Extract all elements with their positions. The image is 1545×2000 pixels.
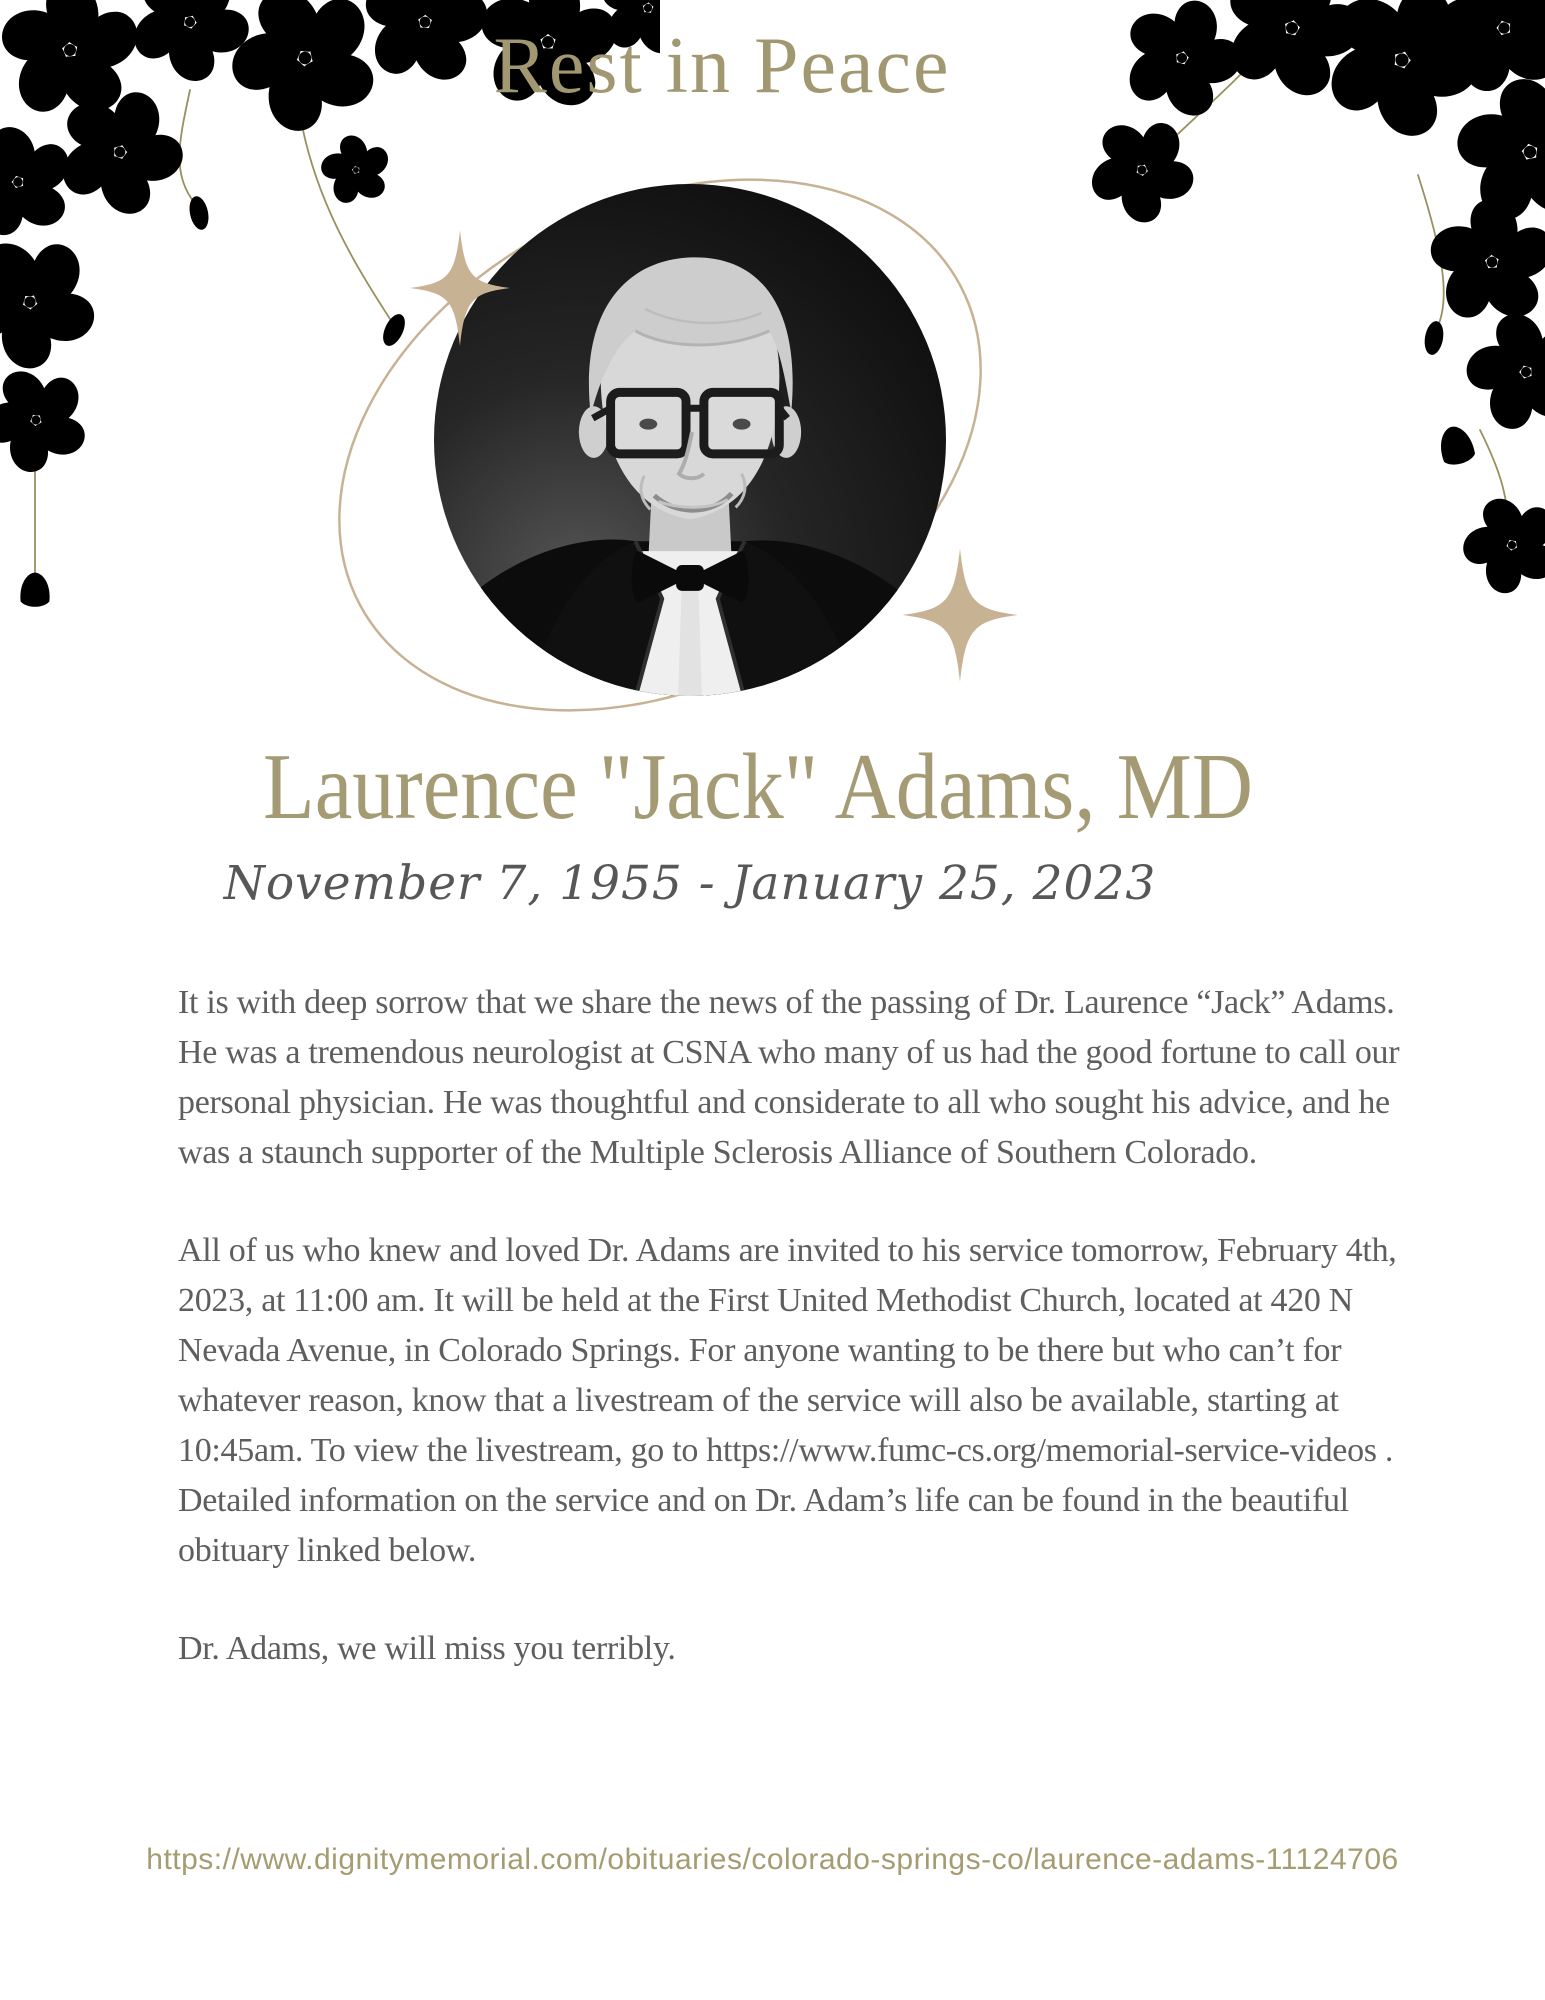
sparkle-icon: [903, 548, 1018, 681]
deceased-name: Laurence "Jack" Adams, MD: [263, 735, 1253, 839]
paragraph-service: [178, 1226, 1413, 1576]
life-dates: November 7, 1955 - January 25, 2023: [223, 856, 1157, 911]
portrait-scene: [300, 150, 1060, 730]
paragraph-farewell: Dr. Adams, we will miss you terribly.: [178, 1630, 676, 1667]
obituary-note-text: Detailed information on the service and on Dr. Adam’s life can be found in the beautiful obituary linked below.: [178, 1482, 1349, 1569]
service-details-text: All of us who knew and loved Dr. Adams are invited to his service tomorrow, February 4th, 2023, at 11:00 am. It will be held at the First United Methodist Church, located at 420 N Nevada Avenue, in Colorado Springs. For anyone wanting to be there but who can’t for whatever reason, know that a livestream of the service will also be available, starting at 10:45am. To view the livestream, go to: [178, 1232, 1397, 1469]
announcement-text: [178, 978, 1413, 1722]
paragraph-passing: It is with deep sorrow that we share the news of the passing of Dr. Laurence “Jack” Adams. He was a tremendous neurologist at CSNA who many of us had the good fortune to call our personal physician. He was thoughtful and considerate to all who sought his advice, and he was a staunch supporter of the Multiple Sclerosis Alliance of Southern Colorado.: [178, 984, 1400, 1171]
page-title: Rest in Peace: [493, 22, 951, 110]
livestream-url[interactable]: https://www.fumc-cs.org/memorial-service-videos .: [706, 1432, 1394, 1469]
obituary-url[interactable]: https://www.dignitymemorial.com/obituaries/colorado-springs-co/laurence-adams-11124706: [146, 1843, 1399, 1876]
